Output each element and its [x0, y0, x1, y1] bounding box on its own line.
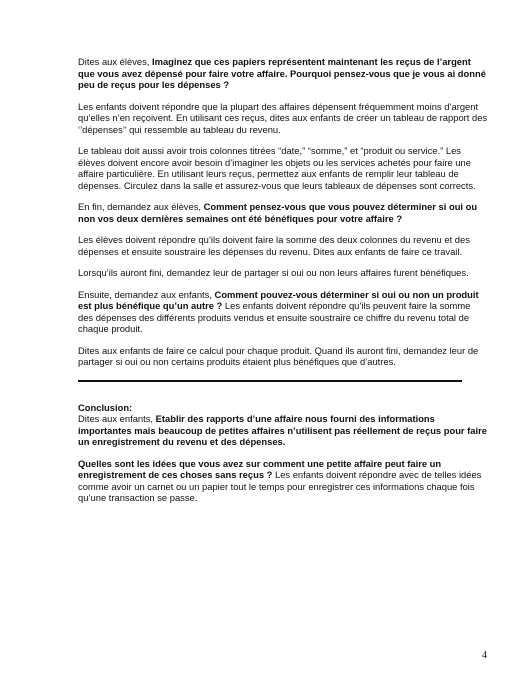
- conclusion-heading: Conclusion:: [78, 401, 133, 413]
- section-divider: [78, 380, 462, 382]
- paragraph: [78, 234, 488, 257]
- conclusion-paragraphs: [78, 413, 488, 504]
- text-run: Les élèves doivent répondre qu’ils doivent faire la somme des deux colonnes du revenu et des dépenses et ensuite soustraire les dépenses du revenu. Dites aux enfants de faire ce travail.: [78, 234, 470, 257]
- paragraph: [78, 413, 488, 448]
- text-run: Ensuite, demandez aux enfants,: [78, 288, 215, 300]
- bold-text: Quelles sont les idées que vous avez sur comment une petite affaire peut faire un enregistrement de ces choses sans reçus ?: [78, 457, 442, 480]
- paragraph: [78, 145, 488, 191]
- bold-text: Imaginez que ces papiers représentent maintenant les reçus de l’argent que vous avez dépensé pour faire votre affaire. Pourquoi pensez-vous que je vous ai donné peu de reçus pour les dépenses ?: [78, 56, 486, 90]
- page-number: 4: [482, 650, 487, 661]
- body-paragraphs: [78, 56, 488, 368]
- conclusion-section: [78, 402, 488, 504]
- paragraph: [78, 267, 488, 279]
- text-run: Le tableau doit aussi avoir trois colonnes titrées “date,” “somme,” et “produit ou service.” Les élèves doivent encore avoir besoin d’imaginer les objets ou les services achetés pour faire une affaire particulière. En utilisant leurs reçus, permettez aux enfants de remplir leur tableau de dépenses. Circulez dans la salle et assurez-vous que leurs tableaux de dépenses sont corrects.: [78, 145, 476, 191]
- paragraph: [78, 289, 488, 335]
- paragraph: [78, 458, 488, 504]
- paragraph: [78, 201, 488, 224]
- page-content: [78, 56, 488, 514]
- paragraph: [78, 345, 488, 368]
- paragraph: [78, 56, 488, 91]
- text-run: Les enfants doivent répondre que la plupart des affaires dépensent fréquemment moins d’argent qu’elles n’en reçoivent. En utilisant ces reçus, dites aux enfants de créer un tableau de rapport des ‘’dépenses’’ qui ressemble au tableau du revenu.: [78, 100, 488, 135]
- text-run: Dites aux enfants de faire ce calcul pour chaque produit. Quand ils auront fini, demandez leur de partager si oui ou non certains produits étaient plus bénéfiques que d’autres.: [78, 344, 479, 367]
- bold-text: Etablir des rapports d’une affaire nous fourni des informations importantes mais beaucoup de petites affaires n’utilisent pas réellement de reçus pour faire un enregistrement du revenu et des dépenses.: [78, 413, 487, 447]
- bold-text: Comment pouvez-vous déterminer si oui ou non un produit est plus bénéfique qu’un autre ?: [78, 288, 479, 311]
- text-run: Dites aux enfants,: [78, 413, 156, 424]
- text-run: En fin, demandez aux élèves,: [78, 201, 204, 212]
- text-run: Dites aux élèves,: [78, 56, 152, 67]
- text-run: Les enfants doivent répondre qu’ils peuvent faire la somme des dépenses des différents produits vendus et ensuite soustraire ce chiffre du revenu total de chaque produit.: [78, 300, 471, 334]
- text-run: Lorsqu’ils auront fini, demandez leur de partager si oui ou non leurs affaires furent bénéfiques.: [78, 267, 469, 278]
- paragraph: [78, 101, 488, 136]
- text-run: Les enfants doivent répondre avec de telles idées comme avoir un carnet ou un papier tout le temps pour enregistrer ces informations chaque fois qu’une transaction se passe.: [78, 469, 482, 503]
- bold-text: Comment pensez-vous que vous pouvez déterminer si oui ou non vos deux dernières semaines ont été bénéfiques pour votre affaire ?: [78, 201, 478, 224]
